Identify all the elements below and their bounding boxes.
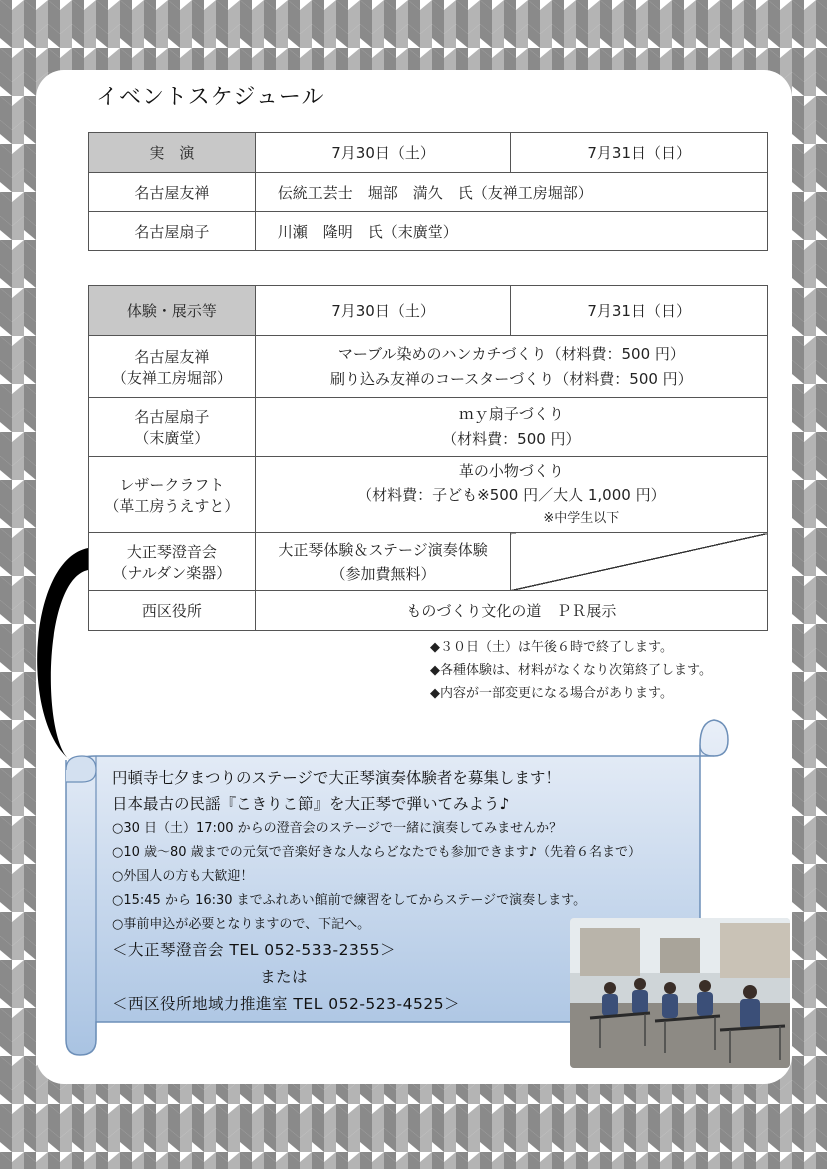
performance-header: 実 演 [89,133,256,173]
recruit-item: ○30 日（土）17:00 からの澄音会のステージで一緒に演奏してみませんか？ [112,821,563,836]
recruit-headline-1: 円頓寺七夕まつりのステージで大正琴演奏体験者を募集します！ [112,769,561,787]
row-line2: （材料費：子ども※500 円／大人 1,000 円） [357,485,666,504]
contact-tel-1: ＜大正琴澄音会 TEL 052-533-2355＞ [112,941,397,959]
date-column-31: 7月31日（日） [511,286,768,336]
row-line1: 革の小物づくり [458,461,564,480]
row-line1: ものづくり文化の道 ＰＲ展示 [255,591,767,631]
photo-illustration [570,918,790,1068]
row-name: 名古屋扇子 [134,408,210,426]
row-line1: マーブル染めのハンカチづくり（材料費：500 円） [337,344,685,363]
row-line2: 刷り込み友禅のコースターづくり（材料費：500 円） [330,369,693,388]
note-item: ◆３０日（土）は午後６時で終了します。 [430,640,673,655]
row-footnote: ※中学生以下 [543,510,620,526]
row-detail: 川瀬 隆明 氏（末廣堂） [255,212,767,251]
date-column-30: 7月30日（土） [255,133,511,173]
row-name: 大正琴澄音会 [126,542,217,561]
row-line2: （参加費無料） [330,564,436,583]
row-line2: （材料費：500 円） [442,430,581,448]
page-title: イベントスケジュール [96,85,325,110]
row-sub: （末廣堂） [134,429,210,447]
row-name: 名古屋扇子 [89,212,256,251]
row-name: 西区役所 [89,591,256,631]
row-line1: ｍｙ扇子づくり [458,405,564,423]
contact-or: または [260,968,309,986]
taishogoto-performance-photo [570,918,790,1068]
note-item: ◆内容が一部変更になる場合があります。 [430,686,673,701]
date-column-30: 7月30日（土） [255,286,511,336]
recruit-item: ○15:45 から 16:30 までふれあい館前で練習をしてからステージで演奏します。 [112,893,587,908]
row-sub: （友禅工房堀部） [111,368,232,387]
row-name: 名古屋友禅 [134,347,210,366]
date-column-31: 7月31日（日） [511,133,768,173]
recruit-item: ○事前申込が必要となりますので、下記へ。 [112,917,371,932]
row-name: レザークラフト [119,475,225,494]
row-name: 名古屋友禅 [89,173,256,212]
experience-header: 体験・展示等 [89,286,256,336]
contact-tel-2: ＜西区役所地域力推進室 TEL 052-523-4525＞ [112,995,461,1013]
recruit-item: ○外国人の方も大歓迎！ [112,869,254,884]
recruit-item: ○10 歳～80 歳までの元気で音楽好きな人ならどなたでも参加できます♪（先着６名まで） [112,845,641,860]
row-line1: 大正琴体験＆ステージ演奏体験 [278,540,488,559]
note-item: ◆各種体験は、材料がなくなり次第終了します。 [430,663,712,678]
recruit-headline-2: 日本最古の民謡『こきりこ節』を大正琴で弾いてみよう♪ [112,795,510,813]
row-detail: 伝統工芸士 堀部 満久 氏（友禅工房堀部） [255,173,767,212]
row-sub: （ナルダン楽器） [112,563,232,582]
row-sub: （革工房うえすと） [104,496,240,515]
